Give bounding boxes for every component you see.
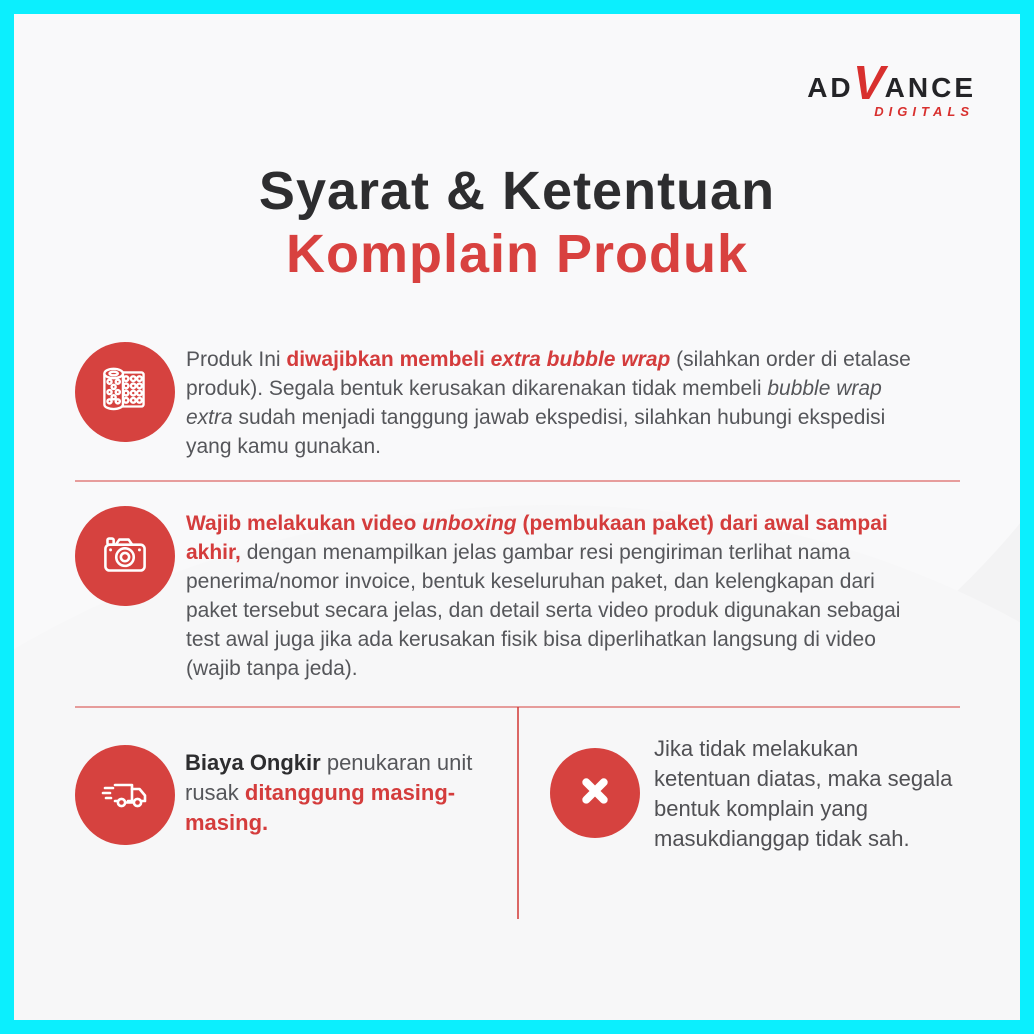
- brand-name: [807, 57, 976, 110]
- ongkir-text: Biaya Ongkir penukaran unit rusak ditanggung masing-masing.: [185, 750, 473, 835]
- section-bubble-wrap: [75, 342, 912, 461]
- invalid-text: Jika tidak melakukan ketentuan diatas, maka segala bentuk komplain yang masukdianggap tidak sah.: [654, 736, 953, 851]
- page-title-line1: Syarat & Ketentuan: [258, 161, 776, 221]
- divider-line: [75, 480, 960, 482]
- vertical-divider-line: [517, 707, 519, 919]
- brand-logo: [807, 57, 976, 119]
- brand-v-mark: V: [846, 57, 894, 110]
- section-unboxing: [75, 506, 912, 683]
- brand-subtitle: DIGITALS: [874, 104, 974, 119]
- cross-icon-badge: [550, 748, 640, 838]
- brand-name-pre: AD: [807, 72, 854, 103]
- page-title-line2: Komplain Produk: [285, 224, 749, 284]
- brand-name-post: ANCE: [884, 72, 976, 103]
- bubble-wrap-icon-badge: [75, 342, 175, 442]
- bubble-wrap-text: Produk Ini diwajibkan membeli extra bubble wrap (silahkan order di etalase produk). Segala bentuk kerusakan dikarenakan tidak membeli bubble wrap extra sudah menjadi tanggung jawab ekspedisi, silahkan hubungi ekspedisi yang kamu gunakan.: [186, 348, 911, 458]
- bubble-wrap-icon: [92, 357, 158, 428]
- delivery-truck-icon: [93, 761, 157, 830]
- camera-icon: [92, 521, 158, 592]
- section-invalid: [550, 730, 954, 854]
- cross-icon: [567, 763, 623, 824]
- unboxing-text: Wajib melakukan video unboxing (pembukaan paket) dari awal sampai akhir, dengan menampilkan jelas gambar resi pengiriman terlihat nama penerima/nomor invoice, bentuk keseluruhan paket, dan kelengkapan dari paket tersebut secara jelas, dan detail serta video produk digunakan sebagai test awal juga jika ada kerusakan fisik bisa diperlihatkan langsung di video (wajib tanpa jeda).: [186, 512, 901, 680]
- poster-card: [14, 14, 1020, 1020]
- camera-icon-badge: [75, 506, 175, 606]
- page-title: [14, 160, 1020, 286]
- delivery-truck-icon-badge: [75, 745, 175, 845]
- section-ongkir: [75, 730, 477, 845]
